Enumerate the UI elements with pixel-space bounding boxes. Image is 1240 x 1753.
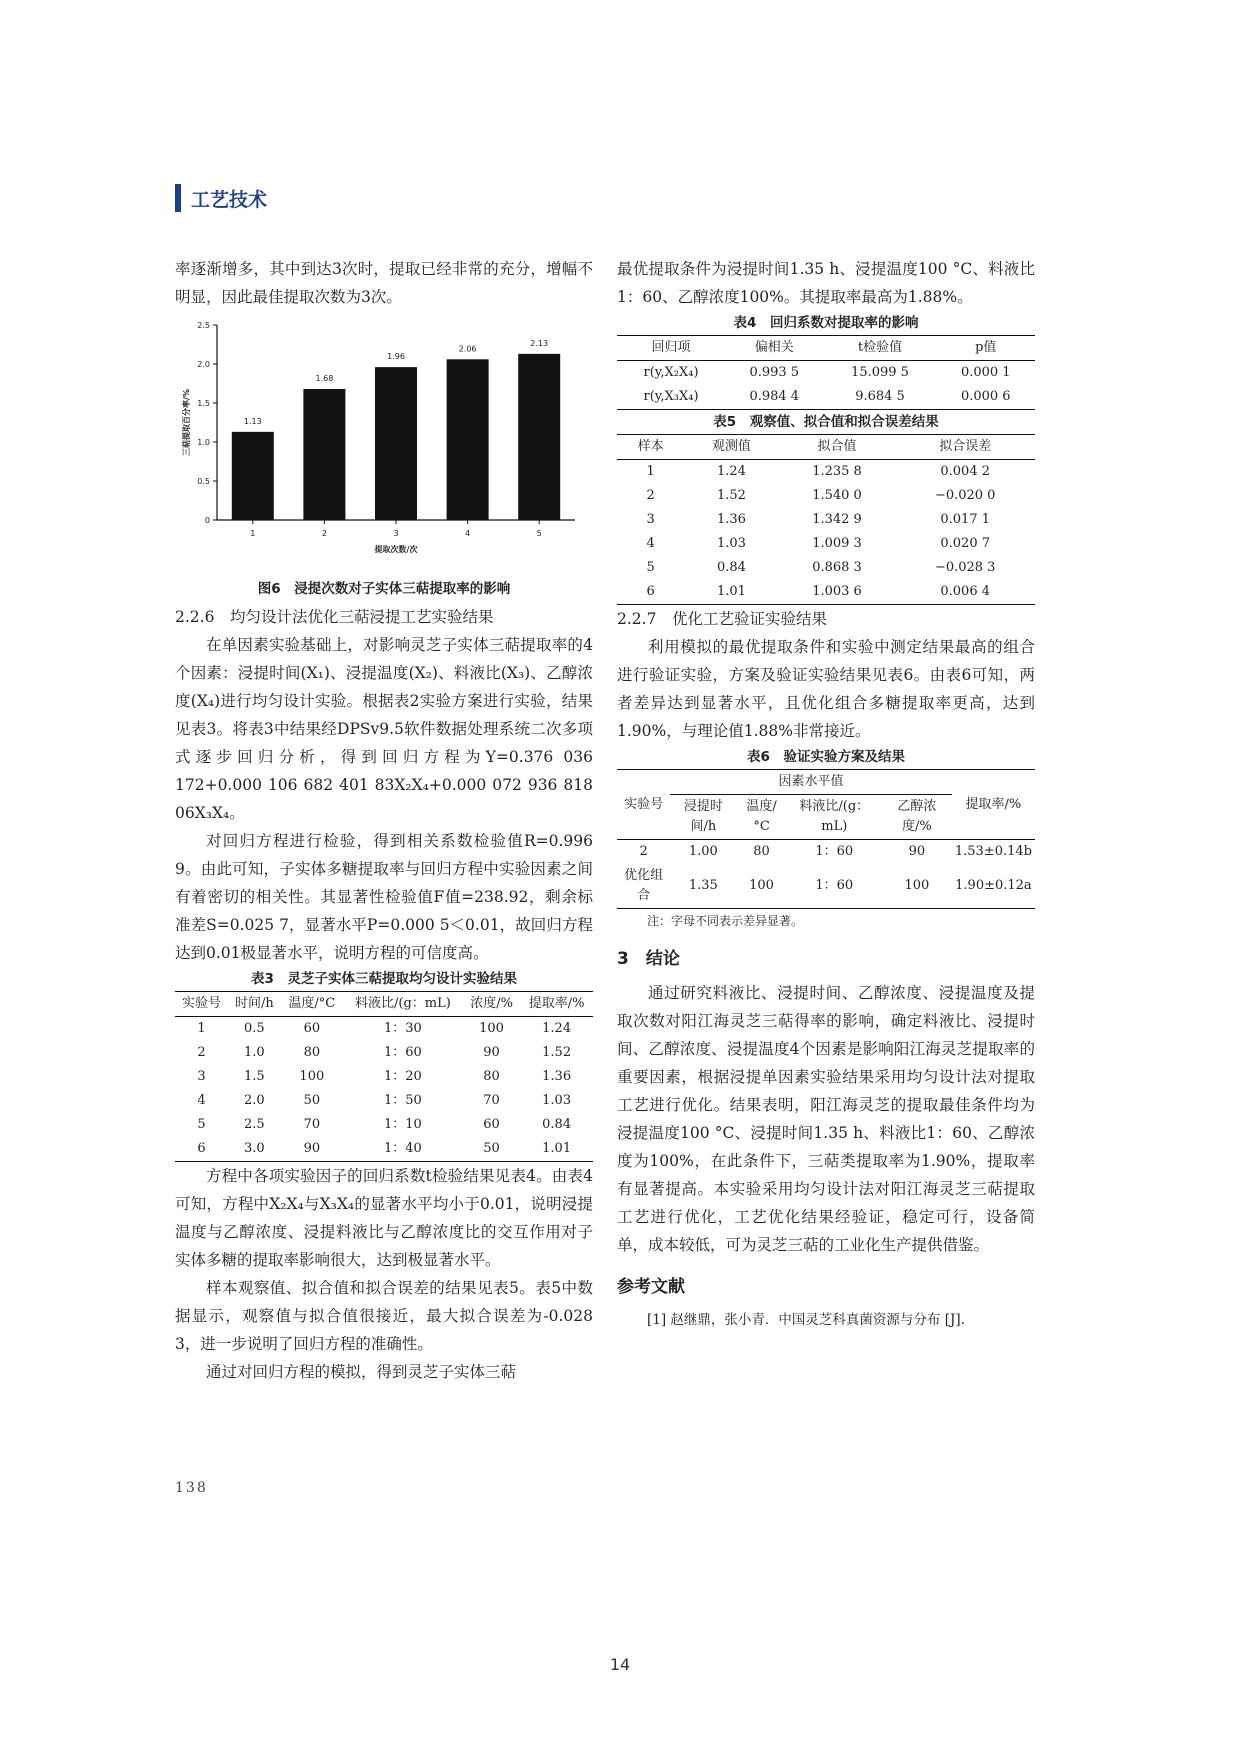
table-6-caption: 表6 验证实验方案及结果: [747, 749, 905, 765]
table-cell: 1.52: [542, 1045, 572, 1060]
table-4-body: [617, 361, 1035, 410]
table-cell: 60: [303, 1021, 321, 1036]
table-cell: 70: [303, 1117, 321, 1132]
table-cell: 60: [483, 1117, 500, 1132]
paragraph: 利用模拟的最优提取条件和实验中测定结果最高的组合进行验证实验，方案及验证实验结果见表6。由表6可知，两者差异达到显著水平，且优化组合多糖提取率更高，达到1.90%，与理论值1.88%非常接近。: [617, 638, 1035, 740]
x-axis-label: 提取次数/次: [374, 545, 418, 554]
table-cell: 15.099 5: [851, 365, 909, 380]
reference-item: [1] 赵继鼎，张小青．中国灵芝科真菌资源与分布 [J].: [647, 1312, 965, 1328]
table-cell: −0.020 0: [934, 488, 996, 503]
table-row: [617, 556, 1035, 580]
table-cell: 0.000 1: [960, 365, 1011, 380]
table-cell: 1：50: [383, 1093, 422, 1108]
table-header: 偏相关: [725, 336, 823, 361]
table-6: [617, 769, 1035, 909]
table-cell: 1.01: [684, 580, 778, 605]
y-tick-label: 2.0: [197, 360, 210, 369]
table-cell: 1.52: [716, 488, 746, 503]
y-tick-label: 1.0: [197, 438, 210, 447]
table-cell: 1：60: [815, 844, 854, 859]
paragraph: 在单因素实验基础上，对影响灵芝子实体三萜提取率的4个因素：浸提时间(X₁)、浸提温度(X₂)、料液比(X₃)、乙醇浓度(X₄)进行均匀设计实验。根据表2实验方案进行实验，结果见表3。将表3中结果经DPSv9.5软件数据处理系统二次多项式逐步回归分析，得到回归方程为Y=0.376 036 172+0.000 106 682 401 83X₂X₄+0.000 072 936 818 06X₃X₄。: [175, 636, 593, 822]
table-cell: 0.017 1: [940, 512, 990, 527]
table-cell: 优化组合: [617, 864, 670, 909]
table-cell: 0.006 4: [895, 580, 1035, 605]
table-cell: 1.24: [716, 464, 746, 479]
table-cell: 0.993 5: [749, 365, 800, 380]
table-cell: 2.5: [244, 1117, 265, 1132]
table-cell: 50: [463, 1137, 520, 1162]
bar-chart: [175, 315, 593, 575]
bar: [232, 432, 274, 520]
table-cell: 1.009 3: [812, 536, 862, 551]
table-header: 浸提时间/h: [670, 795, 736, 840]
table-cell: 1.36: [716, 512, 746, 527]
table-cell: 1：10: [383, 1117, 422, 1132]
table-cell: 0.004 2: [940, 464, 990, 479]
table-cell: 3: [197, 1069, 206, 1084]
table-cell: 50: [303, 1093, 321, 1108]
table-cell: 2.0: [244, 1093, 265, 1108]
table-row: [617, 385, 1035, 410]
table-cell: −0.028 3: [934, 560, 996, 575]
table-cell: 1.235 8: [812, 464, 862, 479]
paragraph: 对回归方程进行检验，得到相关系数检验值R=0.996 9。由此可知，子实体多糖提取率与回归方程中实验因素之间有着密切的相关性。其显著性检验值F值=238.92，剩余标准差S=0.025 7，显著水平P=0.000 5＜0.01，故回归方程达到0.01极显著水平，说明方程的可信度高。: [175, 832, 593, 962]
paragraph: 通过研究料液比、浸提时间、乙醇浓度、浸提温度及提取次数对阳江海灵芝三萜得率的影响，确定料液比、浸提时间、乙醇浓度、浸提温度4个因素是影响阳江海灵芝提取率的重要因素，根据浸提单因素实验结果采用均匀设计法对提取工艺进行优化。结果表明，阳江海灵芝的提取最佳条件均为浸提温度100 °C、浸提时间1.35 h、料液比1：60、乙醇浓度为100%，在此条件下，三萜类提取率为1.90%，提取率有显著提高。本实验采用均匀设计法对阳江海灵芝三萜提取工艺进行优化，工艺优化结果经验证，稳定可行，设备简单，成本较低，可为灵芝三萜的工业化生产提供借鉴。: [617, 984, 1035, 1254]
table-cell: 3.0: [228, 1137, 281, 1162]
table-cell: 1.03: [542, 1093, 572, 1108]
table-cell: 1.90±0.12a: [952, 864, 1035, 909]
table-header: 温度/°C: [281, 992, 343, 1017]
page-number: 14: [609, 1655, 631, 1674]
table-header: 浓度/%: [463, 992, 520, 1017]
y-tick-label: 0: [204, 516, 210, 525]
paragraph: 率逐渐增多，其中到达3次时，提取已经非常的充分，增幅不明显，因此最佳提取次数为3次。: [175, 260, 593, 306]
left-column: [175, 255, 593, 1386]
paragraph: 最优提取条件为浸提时间1.35 h、浸提温度100 °C、料液比1：60、乙醇浓度100%。其提取率最高为1.88%。: [617, 260, 1035, 306]
bar-value-label: 1.68: [315, 373, 334, 383]
table-5-body: [617, 460, 1035, 605]
table-cell: 9.684 5: [823, 385, 936, 410]
heading-2-2-6: 2.2.6 均匀设计法优化三萜浸提工艺实验结果: [175, 608, 494, 626]
table-cell: 100: [479, 1021, 504, 1036]
table-row: [617, 864, 1035, 909]
table-header: 拟合误差: [895, 435, 1035, 460]
journal-page-footer: 138: [175, 1480, 208, 1496]
table-row: [617, 484, 1035, 508]
x-tick-label: 2: [321, 529, 327, 538]
bar: [303, 389, 345, 520]
figure-6-caption: 图6 浸提次数对子实体三萜提取率的影响: [257, 581, 511, 597]
table-4-caption: 表4 回归系数对提取率的影响: [733, 315, 919, 331]
x-tick-label: 4: [465, 529, 471, 538]
y-tick-label: 2.5: [197, 321, 210, 330]
table-cell: 1: [197, 1021, 206, 1036]
table-row: [175, 1089, 593, 1113]
table-cell: 2: [639, 844, 648, 859]
table-row: [617, 361, 1035, 386]
table-header: 实验号: [175, 992, 228, 1017]
table-cell: 1.00: [688, 844, 718, 859]
table-6-note: 注：字母不同表示差异显著。: [647, 914, 804, 928]
paragraph: 方程中各项实验因子的回归系数t检验结果见表4。由表4可知，方程中X₂X₄与X₃X₄的显著水平均小于0.01，说明浸提温度与乙醇浓度、浸提料液比与乙醇浓度比的交互作用对子实体多糖的提取率影响很大，达到极显著水平。: [175, 1167, 593, 1269]
table-cell: 1.342 9: [812, 512, 862, 527]
table-cell: 1.03: [716, 536, 746, 551]
table-cell: 5: [197, 1117, 206, 1132]
table-cell: 1: [646, 464, 655, 479]
table-cell: 0.84: [542, 1117, 572, 1132]
table-cell: 90: [281, 1137, 343, 1162]
table-cell: 100: [299, 1069, 325, 1084]
table-row: [617, 508, 1035, 532]
table-cell: 80: [753, 844, 770, 859]
heading-2-2-7: 2.2.7 优化工艺验证实验结果: [617, 610, 827, 628]
table-cell: 1.5: [244, 1069, 265, 1084]
x-tick-label: 1: [250, 529, 256, 538]
y-axis-label: 三萜提取百分率/%: [182, 389, 191, 456]
bar-value-label: 1.96: [387, 352, 405, 362]
section-title: 工艺技术: [191, 188, 268, 211]
table-cell: 90: [483, 1045, 500, 1060]
table-cell: 1：60: [383, 1045, 422, 1060]
table-5: [617, 434, 1035, 605]
y-tick-label: 0.5: [197, 477, 210, 486]
table-cell: r(y,X₂X₄): [643, 365, 699, 380]
table-header: 温度/°C: [737, 795, 787, 840]
y-tick-label: 1.5: [197, 399, 210, 408]
table-cell: 1.003 6: [779, 580, 896, 605]
bar-value-label: 1.13: [243, 416, 262, 426]
table-row: [175, 1017, 593, 1042]
figure-6-chart: [175, 315, 593, 575]
table-cell: 1.35: [670, 864, 736, 909]
table-header: 提取率/%: [952, 770, 1035, 840]
table-header: 时间/h: [228, 992, 281, 1017]
table-row: [175, 1113, 593, 1137]
table-cell: 1：40: [343, 1137, 463, 1162]
table-cell: 1.24: [542, 1021, 572, 1036]
table-cell: 100: [737, 864, 787, 909]
table-header: 料液比/(g：mL): [787, 795, 882, 840]
table-row: [617, 532, 1035, 556]
table-cell: 1：30: [383, 1021, 422, 1036]
table-cell: 100: [882, 864, 952, 909]
table-header: 观测值: [684, 435, 778, 460]
table-cell: 1.540 0: [812, 488, 862, 503]
table-cell: 3: [646, 512, 655, 527]
table-cell: 2: [646, 488, 655, 503]
bar: [518, 354, 560, 520]
table-5-caption: 表5 观察值、拟合值和拟合误差结果: [713, 414, 939, 430]
table-header: 实验号: [617, 770, 670, 840]
table-group-header: 因素水平值: [670, 770, 952, 795]
table-cell: 80: [483, 1069, 500, 1084]
table-header: 拟合值: [779, 435, 896, 460]
table-3: [175, 991, 593, 1162]
paragraph: 通过对回归方程的模拟，得到灵芝子实体三萜: [206, 1363, 517, 1381]
table-cell: r(y,X₃X₄): [617, 385, 725, 410]
table-header: t检验值: [823, 336, 936, 361]
table-cell: 6: [175, 1137, 228, 1162]
table-3-caption: 表3 灵芝子实体三萜提取均匀设计实验结果: [251, 971, 517, 987]
table-cell: 0.84: [716, 560, 746, 575]
bar: [375, 367, 417, 520]
table-cell: 4: [646, 536, 655, 551]
table-cell: 80: [303, 1045, 321, 1060]
table-cell: 5: [646, 560, 655, 575]
table-cell: 0.868 3: [812, 560, 862, 575]
table-cell: 1.01: [520, 1137, 593, 1162]
table-cell: 0.020 7: [940, 536, 990, 551]
table-header: 样本: [617, 435, 684, 460]
table-row: [617, 840, 1035, 865]
references-title: 参考文献: [617, 1277, 685, 1297]
table-row: [175, 1137, 593, 1162]
table-3-body: [175, 1017, 593, 1162]
table-cell: 70: [483, 1093, 500, 1108]
x-tick-label: 5: [536, 529, 542, 538]
bar-value-label: 2.13: [530, 338, 549, 348]
table-cell: 1：60: [787, 864, 882, 909]
table-cell: 1：20: [383, 1069, 422, 1084]
table-cell: 2: [197, 1045, 206, 1060]
table-cell: 6: [617, 580, 684, 605]
table-row: [175, 1041, 593, 1065]
table-row: [617, 460, 1035, 485]
table-header: p值: [937, 336, 1035, 361]
table-cell: 1.0: [244, 1045, 265, 1060]
heading-3: 3 结论: [617, 949, 680, 969]
table-cell: 4: [197, 1093, 206, 1108]
table-cell: 0.5: [244, 1021, 265, 1036]
bar: [447, 359, 489, 520]
section-tag: [175, 184, 267, 212]
bar-value-label: 2.06: [458, 344, 477, 354]
section-tag-bar: [175, 184, 181, 212]
paragraph: 样本观察值、拟合值和拟合误差的结果见表5。表5中数据显示，观察值与拟合值很接近，最大拟合误差为-0.028 3，进一步说明了回归方程的准确性。: [175, 1279, 593, 1353]
table-row: [617, 580, 1035, 605]
table-header: 回归项: [617, 336, 725, 361]
table-header: 料液比/(g：mL): [343, 992, 463, 1017]
table-4: [617, 335, 1035, 410]
table-header: 提取率/%: [520, 992, 593, 1017]
table-header: 乙醇浓度/%: [882, 795, 952, 840]
right-column: [617, 255, 1035, 1333]
table-cell: 90: [908, 844, 926, 859]
x-tick-label: 3: [393, 529, 399, 538]
table-cell: 0.000 6: [937, 385, 1035, 410]
table-row: [175, 1065, 593, 1089]
table-cell: 0.984 4: [725, 385, 823, 410]
table-cell: 1.36: [542, 1069, 572, 1084]
table-cell: 1.53±0.14b: [954, 844, 1032, 859]
table-6-body: [617, 840, 1035, 909]
